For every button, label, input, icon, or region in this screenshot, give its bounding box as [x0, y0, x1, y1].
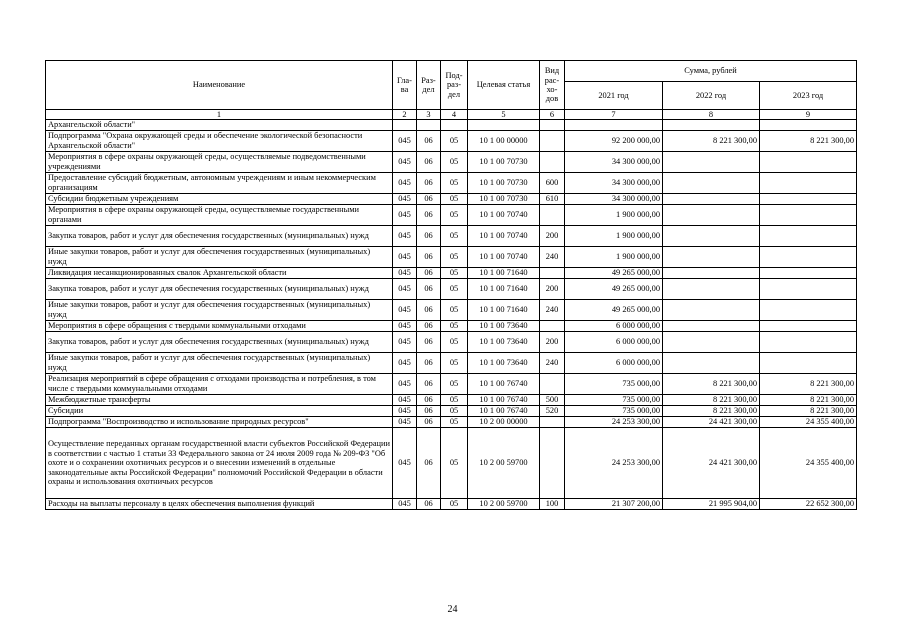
row-target-article: 10 1 00 00000	[468, 130, 540, 151]
row-subsection: 05	[441, 299, 468, 320]
row-sum-2021: 6 000 000,00	[565, 331, 663, 352]
row-sum-2021: 49 265 000,00	[565, 299, 663, 320]
row-sum-2021: 6 000 000,00	[565, 352, 663, 373]
row-chapter: 045	[393, 193, 417, 204]
row-target-article: 10 1 00 71640	[468, 278, 540, 299]
row-section: 06	[417, 427, 441, 498]
row-subsection: 05	[441, 130, 468, 151]
row-expense-type: 100	[540, 498, 565, 509]
row-chapter: 045	[393, 352, 417, 373]
row-expense-type	[540, 320, 565, 331]
row-expense-type	[540, 416, 565, 427]
row-sum-2021: 735 000,00	[565, 373, 663, 394]
row-subsection: 05	[441, 278, 468, 299]
row-chapter	[393, 120, 417, 130]
row-name: Закупка товаров, работ и услуг для обеспечения государственных (муниципальных) нужд	[46, 225, 393, 246]
row-target-article: 10 1 00 73640	[468, 352, 540, 373]
column-number-row	[46, 110, 857, 120]
row-sum-2021: 6 000 000,00	[565, 320, 663, 331]
row-section: 06	[417, 204, 441, 225]
row-expense-type: 240	[540, 352, 565, 373]
row-name: Иные закупки товаров, работ и услуг для обеспечения государственных (муниципальных) нужд	[46, 246, 393, 267]
row-sum-2021: 24 253 300,00	[565, 427, 663, 498]
table-row	[46, 427, 857, 498]
row-subsection	[441, 120, 468, 130]
row-sum-2023: 8 221 300,00	[760, 394, 857, 405]
row-chapter: 045	[393, 405, 417, 416]
row-expense-type	[540, 120, 565, 130]
table-row	[46, 278, 857, 299]
row-name: Предоставление субсидий бюджетным, автономным учреждениям и иным некоммерческим организациям	[46, 172, 393, 193]
row-section: 06	[417, 172, 441, 193]
table-row	[46, 405, 857, 416]
row-sum-2022: 24 421 300,00	[663, 416, 760, 427]
row-section: 06	[417, 299, 441, 320]
row-name: Расходы на выплаты персоналу в целях обеспечения выполнения функций	[46, 498, 393, 509]
row-chapter: 045	[393, 172, 417, 193]
row-sum-2021: 21 307 200,00	[565, 498, 663, 509]
row-expense-type	[540, 151, 565, 172]
table-row	[46, 373, 857, 394]
row-sum-2023	[760, 267, 857, 278]
row-target-article: 10 2 00 59700	[468, 427, 540, 498]
row-section: 06	[417, 498, 441, 509]
header-chapter: Гла-ва	[393, 61, 417, 110]
table-row	[46, 204, 857, 225]
row-expense-type	[540, 204, 565, 225]
row-target-article: 10 1 00 76740	[468, 394, 540, 405]
row-name: Осуществление переданных органам государственной власти субъектов Российской Федерации в соответствии с частью 1 статьи 33 Федерального закона от 24 июля 2009 года № 209-ФЗ "Об охоте и о сохранении охотничьих ресурсов и о внесении изменений в отдельные законодательные акты Российской Федерации" полномочий Российской Федерации в области охраны и использования охотничьих ресурсов	[46, 427, 393, 498]
row-chapter: 045	[393, 204, 417, 225]
row-chapter: 045	[393, 225, 417, 246]
row-sum-2023	[760, 172, 857, 193]
row-name: Ликвидация несанкционированных свалок Архангельской области	[46, 267, 393, 278]
column-number: 6	[540, 110, 565, 120]
row-section: 06	[417, 352, 441, 373]
table-row	[46, 320, 857, 331]
row-chapter: 045	[393, 246, 417, 267]
column-number: 3	[417, 110, 441, 120]
row-name: Подпрограмма "Воспроизводство и использование природных ресурсов"	[46, 416, 393, 427]
row-sum-2022: 21 995 904,00	[663, 498, 760, 509]
page-number: 24	[447, 604, 458, 615]
row-sum-2022: 8 221 300,00	[663, 373, 760, 394]
row-sum-2023	[760, 320, 857, 331]
row-sum-2021	[565, 120, 663, 130]
row-section: 06	[417, 225, 441, 246]
column-number: 4	[441, 110, 468, 120]
row-sum-2023: 8 221 300,00	[760, 405, 857, 416]
row-sum-2022	[663, 120, 760, 130]
row-subsection: 05	[441, 405, 468, 416]
row-sum-2023	[760, 120, 857, 130]
row-section: 06	[417, 416, 441, 427]
row-sum-2021: 735 000,00	[565, 405, 663, 416]
row-target-article: 10 1 00 76740	[468, 373, 540, 394]
row-chapter: 045	[393, 320, 417, 331]
row-section: 06	[417, 331, 441, 352]
row-expense-type	[540, 427, 565, 498]
row-sum-2022	[663, 225, 760, 246]
row-sum-2023	[760, 193, 857, 204]
row-target-article: 10 1 00 73640	[468, 320, 540, 331]
row-chapter: 045	[393, 267, 417, 278]
row-subsection: 05	[441, 416, 468, 427]
row-chapter: 045	[393, 299, 417, 320]
header-name: Наименование	[46, 61, 393, 110]
row-sum-2023: 8 221 300,00	[760, 130, 857, 151]
row-sum-2022	[663, 193, 760, 204]
row-sum-2022	[663, 267, 760, 278]
row-target-article: 10 1 00 70730	[468, 193, 540, 204]
row-expense-type: 240	[540, 246, 565, 267]
header-sum: Сумма, рублей	[565, 61, 857, 82]
row-name: Закупка товаров, работ и услуг для обеспечения государственных (муниципальных) нужд	[46, 331, 393, 352]
row-section: 06	[417, 267, 441, 278]
row-chapter: 045	[393, 151, 417, 172]
row-target-article: 10 1 00 73640	[468, 331, 540, 352]
row-expense-type	[540, 373, 565, 394]
row-section: 06	[417, 320, 441, 331]
row-subsection: 05	[441, 246, 468, 267]
table-row	[46, 267, 857, 278]
row-sum-2023	[760, 331, 857, 352]
row-expense-type: 240	[540, 299, 565, 320]
column-number: 1	[46, 110, 393, 120]
table-row	[46, 246, 857, 267]
row-chapter: 045	[393, 394, 417, 405]
row-sum-2022	[663, 299, 760, 320]
header-expense-type: Вид рас-хо-дов	[540, 61, 565, 110]
row-section: 06	[417, 193, 441, 204]
row-target-article: 10 1 00 70730	[468, 172, 540, 193]
table-row	[46, 394, 857, 405]
table-row	[46, 172, 857, 193]
row-subsection: 05	[441, 373, 468, 394]
row-section: 06	[417, 373, 441, 394]
row-sum-2022	[663, 278, 760, 299]
row-target-article	[468, 120, 540, 130]
row-sum-2022	[663, 151, 760, 172]
row-chapter: 045	[393, 416, 417, 427]
row-sum-2023: 24 355 400,00	[760, 427, 857, 498]
row-sum-2021: 49 265 000,00	[565, 278, 663, 299]
header-section: Раз-дел	[417, 61, 441, 110]
row-chapter: 045	[393, 278, 417, 299]
table-row	[46, 120, 857, 130]
row-sum-2023	[760, 204, 857, 225]
row-name: Субсидии	[46, 405, 393, 416]
table-row	[46, 352, 857, 373]
row-sum-2022	[663, 331, 760, 352]
table-row	[46, 151, 857, 172]
row-name: Архангельской области"	[46, 120, 393, 130]
row-section: 06	[417, 246, 441, 267]
row-sum-2022: 8 221 300,00	[663, 405, 760, 416]
row-sum-2022	[663, 320, 760, 331]
row-subsection: 05	[441, 267, 468, 278]
row-chapter: 045	[393, 427, 417, 498]
row-subsection: 05	[441, 320, 468, 331]
row-subsection: 05	[441, 427, 468, 498]
row-chapter: 045	[393, 331, 417, 352]
row-target-article: 10 1 00 70740	[468, 246, 540, 267]
row-sum-2023	[760, 151, 857, 172]
row-target-article: 10 1 00 71640	[468, 299, 540, 320]
row-subsection: 05	[441, 172, 468, 193]
row-name: Мероприятия в сфере обращения с твердыми коммунальными отходами	[46, 320, 393, 331]
header-target-article: Целевая статья	[468, 61, 540, 110]
row-target-article: 10 2 00 00000	[468, 416, 540, 427]
row-target-article: 10 2 00 59700	[468, 498, 540, 509]
row-expense-type: 200	[540, 331, 565, 352]
row-name: Мероприятия в сфере охраны окружающей среды, осуществляемые подведомственными учреждениями	[46, 151, 393, 172]
row-subsection: 05	[441, 225, 468, 246]
row-sum-2021: 34 300 000,00	[565, 172, 663, 193]
header-year-2022: 2022 год	[663, 82, 760, 110]
row-name: Мероприятия в сфере охраны окружающей среды, осуществляемые государственными органами	[46, 204, 393, 225]
row-name: Межбюджетные трансферты	[46, 394, 393, 405]
row-name: Субсидии бюджетным учреждениям	[46, 193, 393, 204]
row-sum-2021: 1 900 000,00	[565, 246, 663, 267]
row-section: 06	[417, 394, 441, 405]
row-expense-type	[540, 267, 565, 278]
row-section: 06	[417, 130, 441, 151]
row-sum-2023: 8 221 300,00	[760, 373, 857, 394]
row-chapter: 045	[393, 130, 417, 151]
row-section	[417, 120, 441, 130]
table-body	[46, 120, 857, 509]
row-expense-type	[540, 130, 565, 151]
row-name: Реализация мероприятий в сфере обращения с отходами производства и потребления, в том числе с твердыми коммунальными отходами	[46, 373, 393, 394]
column-number: 9	[760, 110, 857, 120]
header-year-2021: 2021 год	[565, 82, 663, 110]
row-expense-type: 600	[540, 172, 565, 193]
row-target-article: 10 1 00 70740	[468, 225, 540, 246]
row-sum-2021: 34 300 000,00	[565, 193, 663, 204]
row-subsection: 05	[441, 193, 468, 204]
row-sum-2021: 24 253 300,00	[565, 416, 663, 427]
row-name: Иные закупки товаров, работ и услуг для обеспечения государственных (муниципальных) нужд	[46, 352, 393, 373]
row-name: Подпрограмма "Охрана окружающей среды и обеспечение экологической безопасности Архангельской области"	[46, 130, 393, 151]
row-subsection: 05	[441, 204, 468, 225]
row-chapter: 045	[393, 373, 417, 394]
row-sum-2022	[663, 204, 760, 225]
row-sum-2023	[760, 352, 857, 373]
row-target-article: 10 1 00 70730	[468, 151, 540, 172]
row-subsection: 05	[441, 331, 468, 352]
row-sum-2021: 34 300 000,00	[565, 151, 663, 172]
table-row	[46, 299, 857, 320]
row-sum-2022	[663, 352, 760, 373]
row-sum-2021: 735 000,00	[565, 394, 663, 405]
row-name: Закупка товаров, работ и услуг для обеспечения государственных (муниципальных) нужд	[46, 278, 393, 299]
row-sum-2021: 92 200 000,00	[565, 130, 663, 151]
row-sum-2023: 24 355 400,00	[760, 416, 857, 427]
row-subsection: 05	[441, 498, 468, 509]
row-target-article: 10 1 00 76740	[468, 405, 540, 416]
row-sum-2023	[760, 246, 857, 267]
row-subsection: 05	[441, 394, 468, 405]
table-row	[46, 130, 857, 151]
row-expense-type: 200	[540, 225, 565, 246]
row-target-article: 10 1 00 71640	[468, 267, 540, 278]
row-expense-type: 200	[540, 278, 565, 299]
row-sum-2021: 1 900 000,00	[565, 225, 663, 246]
row-sum-2021: 1 900 000,00	[565, 204, 663, 225]
row-sum-2022: 8 221 300,00	[663, 394, 760, 405]
table-row	[46, 225, 857, 246]
row-target-article: 10 1 00 70740	[468, 204, 540, 225]
row-sum-2021: 49 265 000,00	[565, 267, 663, 278]
column-number: 5	[468, 110, 540, 120]
table-row	[46, 416, 857, 427]
row-section: 06	[417, 278, 441, 299]
row-subsection: 05	[441, 352, 468, 373]
row-sum-2023	[760, 225, 857, 246]
table-row	[46, 193, 857, 204]
row-section: 06	[417, 405, 441, 416]
column-number: 2	[393, 110, 417, 120]
row-expense-type: 500	[540, 394, 565, 405]
row-sum-2022	[663, 172, 760, 193]
budget-table	[45, 60, 857, 510]
row-sum-2022: 8 221 300,00	[663, 130, 760, 151]
row-sum-2023: 22 652 300,00	[760, 498, 857, 509]
row-subsection: 05	[441, 151, 468, 172]
row-expense-type: 520	[540, 405, 565, 416]
row-expense-type: 610	[540, 193, 565, 204]
header-subsection: Под-раз-дел	[441, 61, 468, 110]
column-number: 7	[565, 110, 663, 120]
row-chapter: 045	[393, 498, 417, 509]
row-section: 06	[417, 151, 441, 172]
table-row	[46, 498, 857, 509]
column-number: 8	[663, 110, 760, 120]
table-row	[46, 331, 857, 352]
header-year-2023: 2023 год	[760, 82, 857, 110]
row-name: Иные закупки товаров, работ и услуг для обеспечения государственных (муниципальных) нужд	[46, 299, 393, 320]
row-sum-2023	[760, 299, 857, 320]
row-sum-2022: 24 421 300,00	[663, 427, 760, 498]
row-sum-2023	[760, 278, 857, 299]
row-sum-2022	[663, 246, 760, 267]
